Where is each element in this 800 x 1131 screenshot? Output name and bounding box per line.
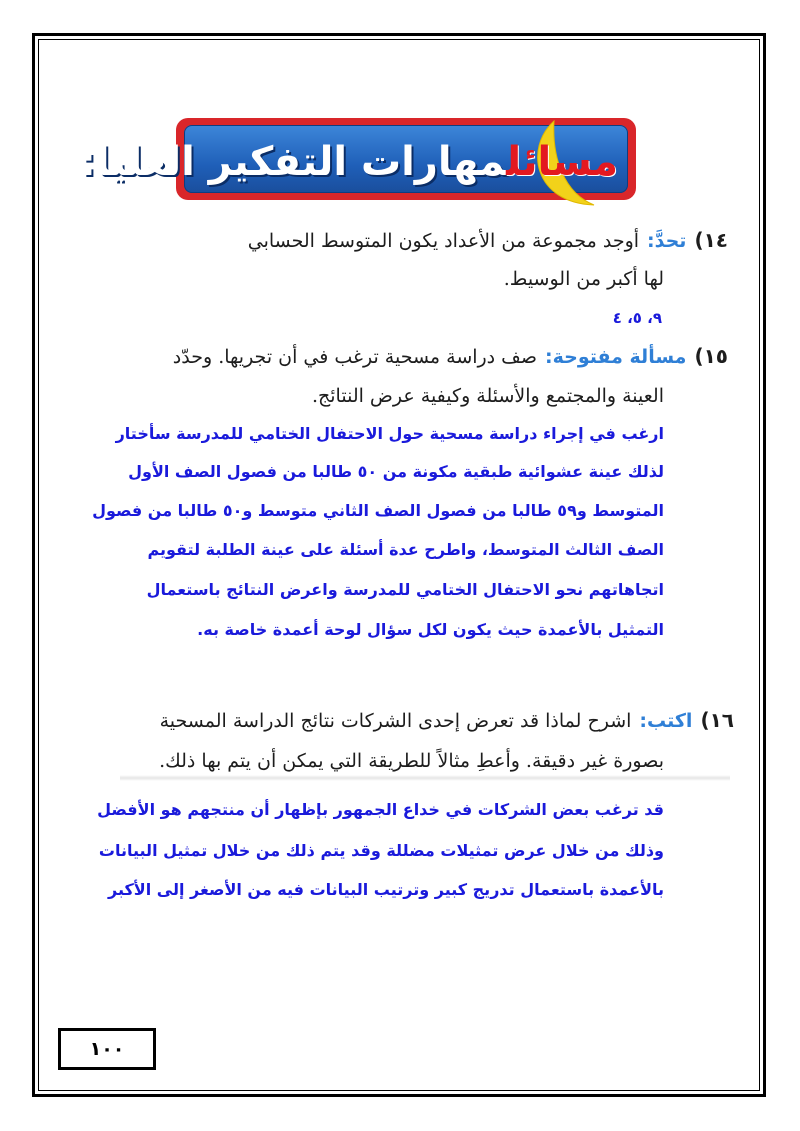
question-14 [248,228,728,252]
title-banner [79,118,636,200]
question-number: ١٤) [694,228,728,252]
question-15 [173,344,728,368]
answer-15-line: التمثيل بالأعمدة حيث يكون لكل سؤال لوحة أعمدة خاصة به. [197,620,664,639]
answer-16-line: قد ترغب بعض الشركات في خداع الجمهور بإظهار أن منتجهم هو الأفضل [97,800,664,819]
question-keyword: تحدَّ: [647,230,687,252]
page-number-box [58,1028,156,1070]
question-16-line2: بصورة غير دقيقة. وأعطِ مثالاً للطريقة التي يمكن أن يتم بها ذلك. [159,750,664,772]
question-text: أوجد مجموعة من الأعداد يكون المتوسط الحسابي [247,230,640,252]
answer-15-line: لذلك عينة عشوائية طبقية مكونة من ٥٠ طالبا من فصول الصف الأول [128,462,664,481]
answer-15-line: المتوسط و٥٩ طالبا من فصول الصف الثاني متوسط و٥٠ طالبا من فصول [92,501,664,520]
answer-14: ٩، ٥، ٤ [612,309,662,327]
title-white-part: مهارات التفكير العليا: [79,139,507,185]
question-number: ١٥) [694,344,728,368]
question-keyword: مسألة مفتوحة: [545,346,687,368]
question-16 [160,708,734,732]
page-title [79,129,618,193]
answer-15-line: ارغب في إجراء دراسة مسحية حول الاحتفال الختامي للمدرسة سأختار [115,424,664,443]
question-number: ١٦) [700,708,734,732]
scan-shadow [120,775,730,781]
question-14-line2: لها أكبر من الوسيط. [503,268,664,290]
answer-15-line: اتجاهاتهم نحو الاحتفال الختامي للمدرسة واعرض النتائج باستعمال [146,580,664,599]
title-banner-inner [79,125,628,193]
answer-16-line: وذلك من خلال عرض تمثيلات مضللة وقد يتم ذلك من خلال تمثيل البيانات [98,841,664,860]
answer-15-line: الصف الثالث المتوسط، واطرح عدة أسئلة على عينة الطلبة لتقويم [147,540,664,559]
answer-16-line: بالأعمدة باستعمال تدريج كبير وترتيب البيانات فيه من الأصغر إلى الأكبر [108,880,664,899]
question-text: صف دراسة مسحية ترغب في أن تجريها. وحدّد [172,346,537,368]
title-red-part: مسائل [506,139,618,185]
page-number: ١٠٠ [89,1038,125,1060]
question-keyword: اكتب: [639,710,693,732]
question-text: اشرح لماذا قد تعرض إحدى الشركات نتائج الدراسة المسحية [159,710,632,732]
question-15-line2: العينة والمجتمع والأسئلة وكيفية عرض النتائج. [311,385,664,407]
